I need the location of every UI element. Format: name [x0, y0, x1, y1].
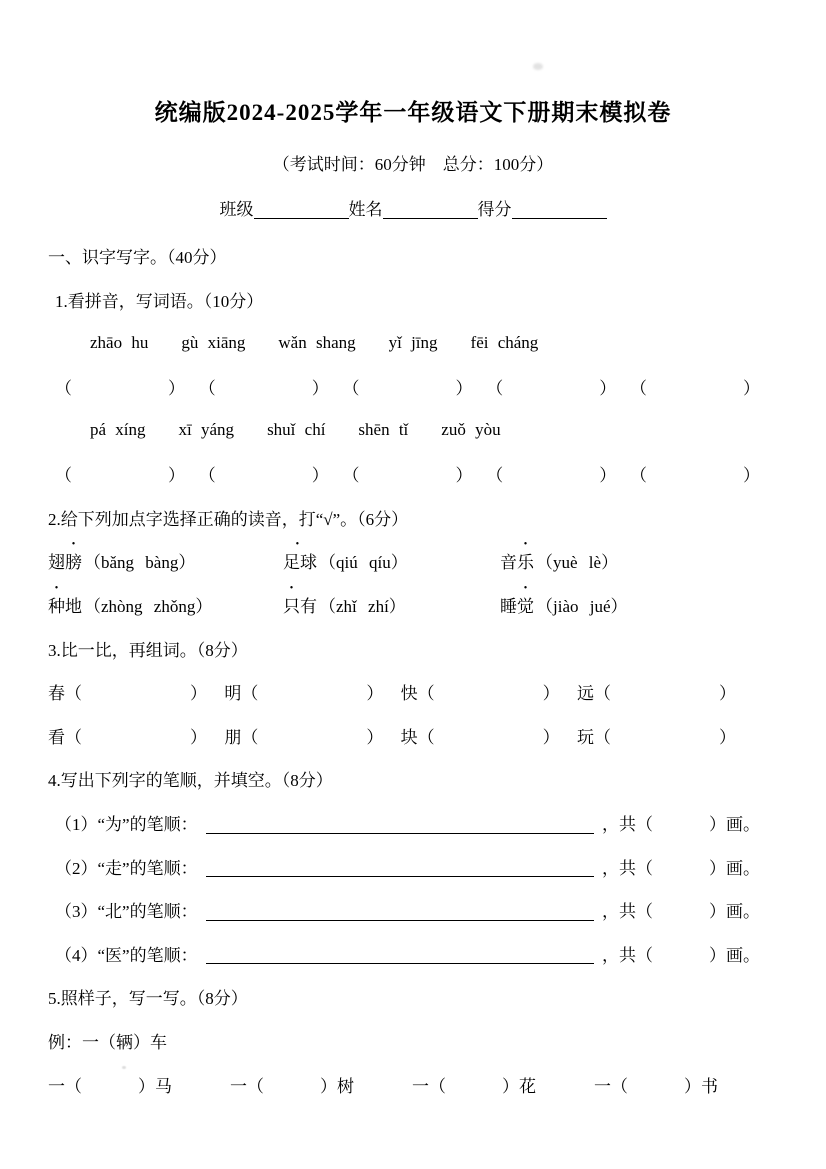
close-paren: ） — [743, 379, 760, 399]
q5-title-text: 5.照样子，写一写。（8分） — [48, 989, 248, 1009]
close-paren: ） — [542, 684, 560, 704]
word-char: 音 — [500, 553, 517, 573]
count-suffix: ）画。 — [709, 858, 760, 878]
dotted-word-item — [283, 592, 500, 617]
q1-answer-row-2 — [48, 452, 760, 496]
q4-item-1 — [48, 801, 760, 845]
word-char: 明 — [224, 684, 242, 704]
q3-title-text: 3.比一比，再组词。（8分） — [48, 640, 248, 660]
answer-blank — [486, 374, 616, 399]
close-paren: ） — [168, 379, 185, 399]
close-paren: ） — [718, 684, 736, 704]
answer-blank — [630, 374, 760, 399]
open-paren: （ — [342, 466, 360, 486]
score-blank-line — [512, 201, 607, 219]
scan-smudge-top — [533, 63, 543, 70]
compare-word-item — [48, 679, 207, 704]
reading-options: （zhǐ zhí） — [319, 597, 406, 617]
close-paren: ） — [718, 727, 736, 747]
answer-blank — [199, 374, 329, 399]
close-paren: ） — [366, 684, 384, 704]
open-paren: （ — [486, 466, 504, 486]
measure-word-post: ）马 — [138, 1076, 172, 1096]
q1-answer-row-1 — [48, 365, 760, 409]
q3-row-1 — [48, 670, 760, 714]
measure-word-item — [594, 1072, 718, 1097]
q3-title — [48, 626, 760, 670]
measure-word-pre: 一（ — [230, 1076, 264, 1096]
score-label: 得分 — [477, 200, 512, 219]
answer-blank — [486, 461, 616, 486]
pinyin-word: zhāo hu — [90, 332, 149, 352]
pinyin-word: pá xíng — [90, 420, 146, 440]
open-paren: （ — [198, 466, 216, 486]
reading-options: （bǎng bàng） — [84, 553, 196, 573]
q5-title — [48, 975, 760, 1019]
pinyin-word: wǎn shang — [278, 332, 356, 352]
reading-options: （jiào jué） — [536, 597, 628, 617]
stroke-order-prompt: （1）“为”的笔顺： — [55, 815, 198, 835]
stroke-order-prompt: （3）“北”的笔顺： — [55, 902, 198, 922]
dotted-word-item — [283, 548, 500, 573]
answer-blank — [630, 461, 760, 486]
word-char: 春 — [48, 684, 65, 704]
stroke-order-blank-line — [206, 903, 594, 921]
open-paren: （ — [417, 684, 435, 704]
word-char-dotted: 觉 • — [517, 592, 534, 617]
open-paren: （ — [65, 684, 82, 704]
pinyin-word: shēn tǐ — [358, 420, 409, 440]
count-prompt: ，共（ — [602, 902, 653, 922]
q2-title-text: 2.给下列加点字选择正确的读音，打“√”。（6分） — [48, 509, 409, 529]
word-char: 球 — [300, 553, 317, 573]
close-paren: ） — [455, 379, 473, 399]
open-paren: （ — [593, 684, 611, 704]
pinyin-word: shuǐ chí — [267, 420, 326, 440]
count-suffix: ）画。 — [709, 945, 760, 965]
word-char: 看 — [48, 727, 65, 747]
count-prompt: ，共（ — [602, 815, 653, 835]
q5-answer-row — [48, 1062, 760, 1106]
count-suffix: ）画。 — [709, 902, 760, 922]
close-paren: ） — [311, 379, 329, 399]
q1-pinyin-row-2 — [48, 408, 760, 452]
open-paren: （ — [630, 466, 647, 486]
name-blank-line — [383, 201, 478, 219]
section-one-heading — [48, 234, 760, 278]
word-char-dotted: 乐 • — [517, 548, 534, 573]
compare-word-item — [401, 723, 560, 748]
q1-title — [48, 278, 760, 322]
word-char: 朋 — [224, 727, 242, 747]
close-paren: ） — [366, 727, 384, 747]
reading-options: （zhòng zhǒng） — [84, 597, 213, 617]
count-prompt: ，共（ — [602, 858, 653, 878]
answer-blank — [55, 374, 185, 399]
stroke-order-blank-line — [206, 859, 594, 877]
close-paren: ） — [311, 466, 329, 486]
close-paren: ） — [168, 466, 185, 486]
open-paren: （ — [65, 727, 82, 747]
stroke-order-blank-line — [206, 816, 594, 834]
class-blank-line — [254, 201, 349, 219]
exam-body — [0, 234, 826, 1106]
stroke-order-blank-line — [206, 946, 594, 964]
word-char: 睡 — [500, 597, 517, 617]
section-one-heading-text: 一、识字写字。（40分） — [48, 248, 227, 268]
word-char: 块 — [400, 727, 418, 747]
word-char: 地 — [65, 597, 82, 617]
word-char-dotted: 种 • — [48, 592, 65, 617]
open-paren: （ — [241, 684, 259, 704]
pinyin-word: yǐ jīng — [388, 332, 438, 352]
open-paren: （ — [342, 379, 360, 399]
dotted-word-item — [48, 592, 283, 617]
pinyin-word: xī yáng — [178, 420, 235, 440]
student-info-row — [0, 195, 826, 220]
word-char: 翅 — [48, 553, 65, 573]
word-char: 有 — [300, 597, 317, 617]
dotted-word-item — [48, 548, 283, 573]
stroke-order-prompt: （2）“走”的笔顺： — [55, 858, 198, 878]
pinyin-word: zuǒ yòu — [441, 420, 501, 440]
word-char: 远 — [576, 684, 594, 704]
dotted-word-item — [500, 548, 618, 573]
word-char: 快 — [400, 684, 418, 704]
name-label: 姓名 — [348, 200, 383, 219]
close-paren: ） — [455, 466, 473, 486]
close-paren: ） — [599, 379, 617, 399]
measure-word-pre: 一（ — [412, 1076, 446, 1096]
close-paren: ） — [190, 684, 207, 704]
open-paren: （ — [55, 379, 72, 399]
scan-smudge-bottom — [122, 1066, 126, 1069]
open-paren: （ — [486, 379, 504, 399]
answer-blank — [199, 461, 329, 486]
compare-word-item — [401, 679, 560, 704]
open-paren: （ — [241, 727, 259, 747]
q4-title — [48, 757, 760, 801]
measure-word-post: ）花 — [502, 1076, 536, 1096]
measure-word-item — [230, 1072, 354, 1097]
q4-title-text: 4.写出下列字的笔顺，并填空。（8分） — [48, 771, 333, 791]
compare-word-item — [577, 679, 736, 704]
compare-word-item — [224, 679, 383, 704]
word-char-dotted: 膀 • — [65, 548, 82, 573]
compare-word-item — [224, 723, 383, 748]
class-label: 班级 — [219, 200, 254, 219]
answer-blank — [343, 374, 473, 399]
word-char: 玩 — [576, 727, 594, 747]
q4-item-2 — [48, 844, 760, 888]
count-suffix: ）画。 — [709, 815, 760, 835]
pinyin-word: gù xiāng — [181, 332, 246, 352]
reading-options: （qiú qíu） — [319, 553, 408, 573]
q2-row-2 — [48, 583, 760, 627]
open-paren: （ — [198, 379, 216, 399]
measure-word-item — [48, 1072, 172, 1097]
stroke-order-prompt: （4）“医”的笔顺： — [55, 945, 198, 965]
answer-blank — [55, 461, 185, 486]
close-paren: ） — [743, 466, 760, 486]
q5-example — [48, 1019, 760, 1063]
count-prompt: ，共（ — [602, 945, 653, 965]
word-char-dotted: 足 • — [283, 548, 300, 573]
measure-word-pre: 一（ — [594, 1076, 628, 1096]
open-paren: （ — [630, 379, 647, 399]
q5-example-text: 例：一（辆）车 — [48, 1032, 167, 1052]
measure-word-post: ）书 — [684, 1076, 718, 1096]
q1-title-text: 1.看拼音，写词语。（10分） — [55, 291, 264, 311]
page-title: 统编版2024-2025学年一年级语文下册期末模拟卷 — [154, 100, 672, 125]
answer-blank — [343, 461, 473, 486]
close-paren: ） — [599, 466, 617, 486]
compare-word-item — [577, 723, 736, 748]
q3-row-2 — [48, 714, 760, 758]
dotted-word-item — [500, 592, 628, 617]
open-paren: （ — [55, 466, 72, 486]
open-paren: （ — [593, 727, 611, 747]
measure-word-item — [412, 1072, 536, 1097]
open-paren: （ — [417, 727, 435, 747]
compare-word-item — [48, 723, 207, 748]
measure-word-pre: 一（ — [48, 1076, 82, 1096]
q2-title — [48, 496, 760, 540]
close-paren: ） — [542, 727, 560, 747]
exam-info: （考试时间：60分钟 总分：100分） — [272, 155, 554, 174]
q4-item-3 — [48, 888, 760, 932]
q4-item-4 — [48, 932, 760, 976]
close-paren: ） — [190, 727, 207, 747]
q1-pinyin-row-1 — [48, 321, 760, 365]
pinyin-word: fēi cháng — [470, 332, 539, 352]
word-char-dotted: 只 • — [283, 592, 300, 617]
reading-options: （yuè lè） — [536, 553, 619, 573]
measure-word-post: ）树 — [320, 1076, 354, 1096]
q2-row-1 — [48, 539, 760, 583]
